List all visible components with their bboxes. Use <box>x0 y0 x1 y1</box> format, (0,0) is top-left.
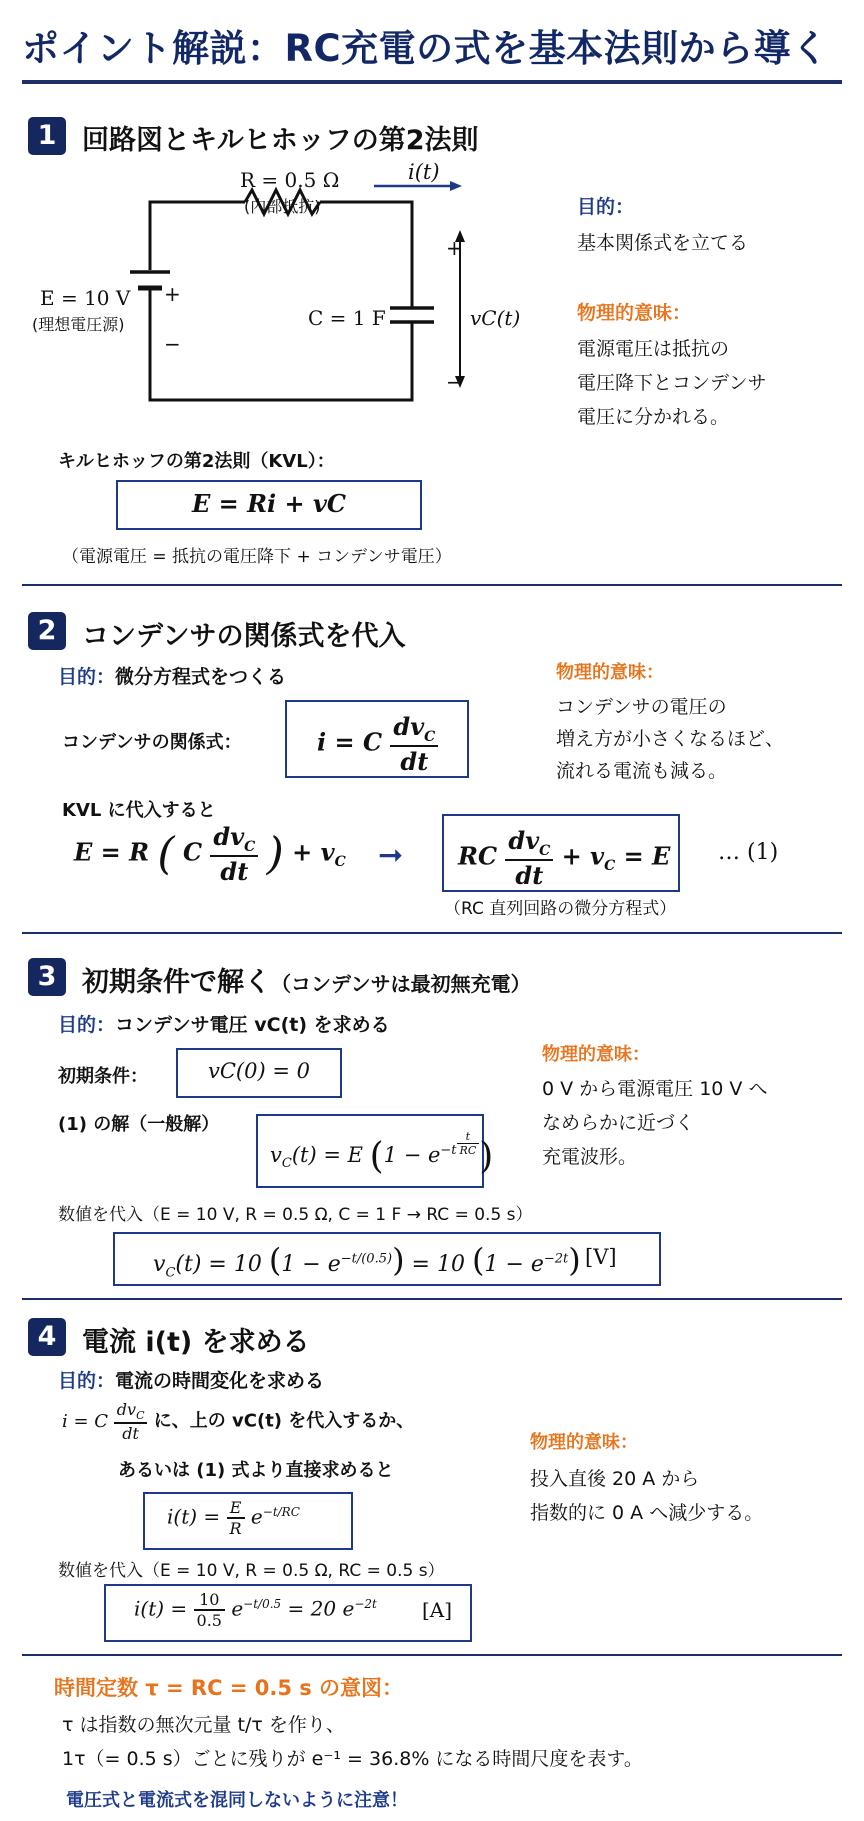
section-4-purpose-label: 目的： <box>58 1370 116 1392</box>
section-3-meaning-line: なめらかに近づく <box>542 1112 695 1134</box>
section-4-heading: 電流 i(t) を求める <box>82 1327 310 1358</box>
section-3-meaning-line: 充電波形。 <box>542 1146 638 1168</box>
section-divider <box>22 584 842 586</box>
section-divider <box>22 1654 842 1656</box>
section-1-meaning-line: 電圧に分かれる。 <box>577 406 730 428</box>
time-constant-line-1: τ は指数の無次元量 t/τ を作り、 <box>62 1714 345 1736</box>
kvl-equation-box <box>116 480 422 530</box>
section-4-meaning-line: 投入直後 20 A から <box>530 1468 700 1490</box>
kvl-equation: E = Ri + vC <box>191 489 347 518</box>
voltage-unit: [V] <box>585 1245 617 1269</box>
wire-top-right <box>320 202 412 308</box>
section-3-purpose: コンデンサ電圧 vC(t) を求める <box>115 1014 390 1036</box>
page-title: ポイント解説：RC充電の式を基本法則から導く <box>22 27 829 70</box>
time-constant-line-2: 1τ（= 0.5 s）ごとに残りが e⁻¹ = 36.8% になる時間尺度を表す。 <box>62 1748 643 1770</box>
current-general: i(t) = $\frac{E}{R}$ $e^{-t/RC}$ <box>167 1498 300 1538</box>
capacitor-label: C = 1 F <box>308 306 386 330</box>
section-4-meaning-line: 指数的に 0 A へ減少する。 <box>530 1502 764 1524</box>
section-1-badge: 1 <box>28 117 66 155</box>
section-4-badge: 4 <box>28 1318 66 1356</box>
differential-equation: RC $\frac{dv_C}{dt}$ + $v_C = E$ <box>458 826 671 890</box>
resistor-label: R = 0.5 Ω <box>240 168 340 192</box>
section-4-meaning-label: 物理的意味： <box>530 1432 638 1453</box>
general-solution-box <box>256 1114 494 1188</box>
kvl-label: キルヒホッフの第2法則（KVL）： <box>58 451 335 472</box>
wire-bottom <box>150 322 412 400</box>
section-2-meaning-label: 物理的意味： <box>556 662 664 683</box>
section-4-line-1-text: に、上の vC(t) を代入するか、 <box>153 1410 415 1432</box>
capacitor-relation-box <box>285 700 469 778</box>
section-3-badge: 3 <box>28 958 66 996</box>
current-solution-box <box>104 1584 472 1642</box>
section-4-substitution: 数値を代入（E = 10 V, R = 0.5 Ω, RC = 0.5 s） <box>58 1561 445 1581</box>
general-solution-label: (1) の解（一般解） <box>58 1114 220 1135</box>
section-3-heading-row <box>82 960 531 999</box>
section-2-purpose-label: 目的： <box>58 666 116 688</box>
substituted-equation: E = R ( C $\frac{dv_C}{dt}$ ) + $v_C$ <box>74 822 346 886</box>
header-divider <box>22 80 842 84</box>
section-1-meaning-label: 物理的意味： <box>577 302 692 324</box>
time-constant-heading: 時間定数 τ = RC = 0.5 s の意図： <box>54 1676 404 1700</box>
source-label: E = 10 V <box>40 286 131 310</box>
kvl-substitute-label: KVL に代入すると <box>62 800 216 821</box>
implies-arrow: ➞ <box>378 838 404 873</box>
section-4-line-1: i = C $\frac{dv_C}{dt}$ に、上の vC(t) を代入するか、 <box>62 1400 415 1444</box>
source-note: (理想電圧源) <box>32 315 125 334</box>
section-2-purpose: 微分方程式をつくる <box>115 666 287 688</box>
section-3-purpose-label: 目的： <box>58 1014 116 1036</box>
section-2-purpose-row <box>58 662 286 689</box>
voltage-solution-box <box>113 1232 661 1286</box>
section-2-meaning-line: 流れる電流も減る。 <box>556 760 728 782</box>
differential-equation-note: （RC 直列回路の微分方程式） <box>444 899 677 919</box>
initial-condition: vC(0) = 0 <box>208 1059 310 1083</box>
resistor-note: (内部抵抗) <box>244 197 321 216</box>
section-1-purpose: 基本関係式を立てる <box>577 232 749 254</box>
section-4-line-2: あるいは (1) 式より直接求めると <box>118 1460 394 1481</box>
section-3-purpose-row <box>58 1010 390 1037</box>
vc-label: vC(t) <box>470 306 521 330</box>
section-1-heading: 回路図とキルヒホッフの第2法則 <box>82 125 479 156</box>
voltage-solution: $v_C(t) = 10$ $(1 - e^{-t/(0.5)}) = 10$ $(1 - e^{-2t})$ <box>153 1241 581 1281</box>
initial-condition-label: 初期条件： <box>58 1066 148 1087</box>
section-3-meaning-line: 0 V から電源電圧 10 V へ <box>542 1078 768 1100</box>
section-2-heading: コンデンサの関係式を代入 <box>82 621 406 652</box>
source-plus: + <box>164 282 181 306</box>
kvl-note: （電源電圧 = 抵抗の電圧降下 + コンデンサ電圧） <box>62 547 452 567</box>
relation-label: コンデンサの関係式： <box>62 732 242 753</box>
section-3-substitution: 数値を代入（E = 10 V, R = 0.5 Ω, C = 1 F → RC = 0.5 s） <box>58 1205 533 1225</box>
section-2-meaning-line: コンデンサの電圧の <box>556 696 727 718</box>
page-header <box>0 0 864 80</box>
vc-plus: + <box>446 236 463 260</box>
section-3-heading: 初期条件で解く <box>82 967 271 998</box>
caution-note: 電圧式と電流式を混同しないように注意！ <box>66 1790 408 1811</box>
equation-number: … (1) <box>718 840 779 865</box>
section-divider <box>22 1298 842 1300</box>
section-divider <box>22 932 842 934</box>
section-4-purpose: 電流の時間変化を求める <box>115 1370 325 1392</box>
section-3-heading-sub: （コンデンサは最初無充電） <box>271 972 531 996</box>
current-label: i(t) <box>408 160 440 184</box>
section-2-meaning-line: 増え方が小さくなるほど、 <box>556 728 785 750</box>
current-general-box <box>143 1492 353 1550</box>
section-4-purpose-row <box>58 1366 324 1393</box>
section-3-meaning-label: 物理的意味： <box>542 1044 650 1065</box>
section-1-meaning-line: 電源電圧は抵抗の <box>577 338 730 360</box>
section-1-meaning-line: 電圧降下とコンデンサ <box>577 372 767 394</box>
initial-condition-box <box>176 1048 342 1098</box>
general-solution: $v_C(t) = E$ ($1 - e^{-t}$ $\frac{t}{RC}$ ) <box>270 1130 494 1177</box>
wire-top-left <box>150 202 245 270</box>
vc-minus: − <box>446 370 463 394</box>
current-unit: [A] <box>422 1598 453 1622</box>
differential-equation-box <box>442 814 680 892</box>
section-1-purpose-label: 目的： <box>577 196 635 218</box>
section-2-badge: 2 <box>28 612 66 650</box>
capacitor-relation: i = C $\frac{dv_C}{dt}$ <box>317 712 438 776</box>
source-minus: − <box>164 332 181 356</box>
current-solution: i(t) = $\frac{10}{0.5}$ $e^{-t/0.5} = 20$ $e^{-2t}$ <box>134 1590 377 1630</box>
